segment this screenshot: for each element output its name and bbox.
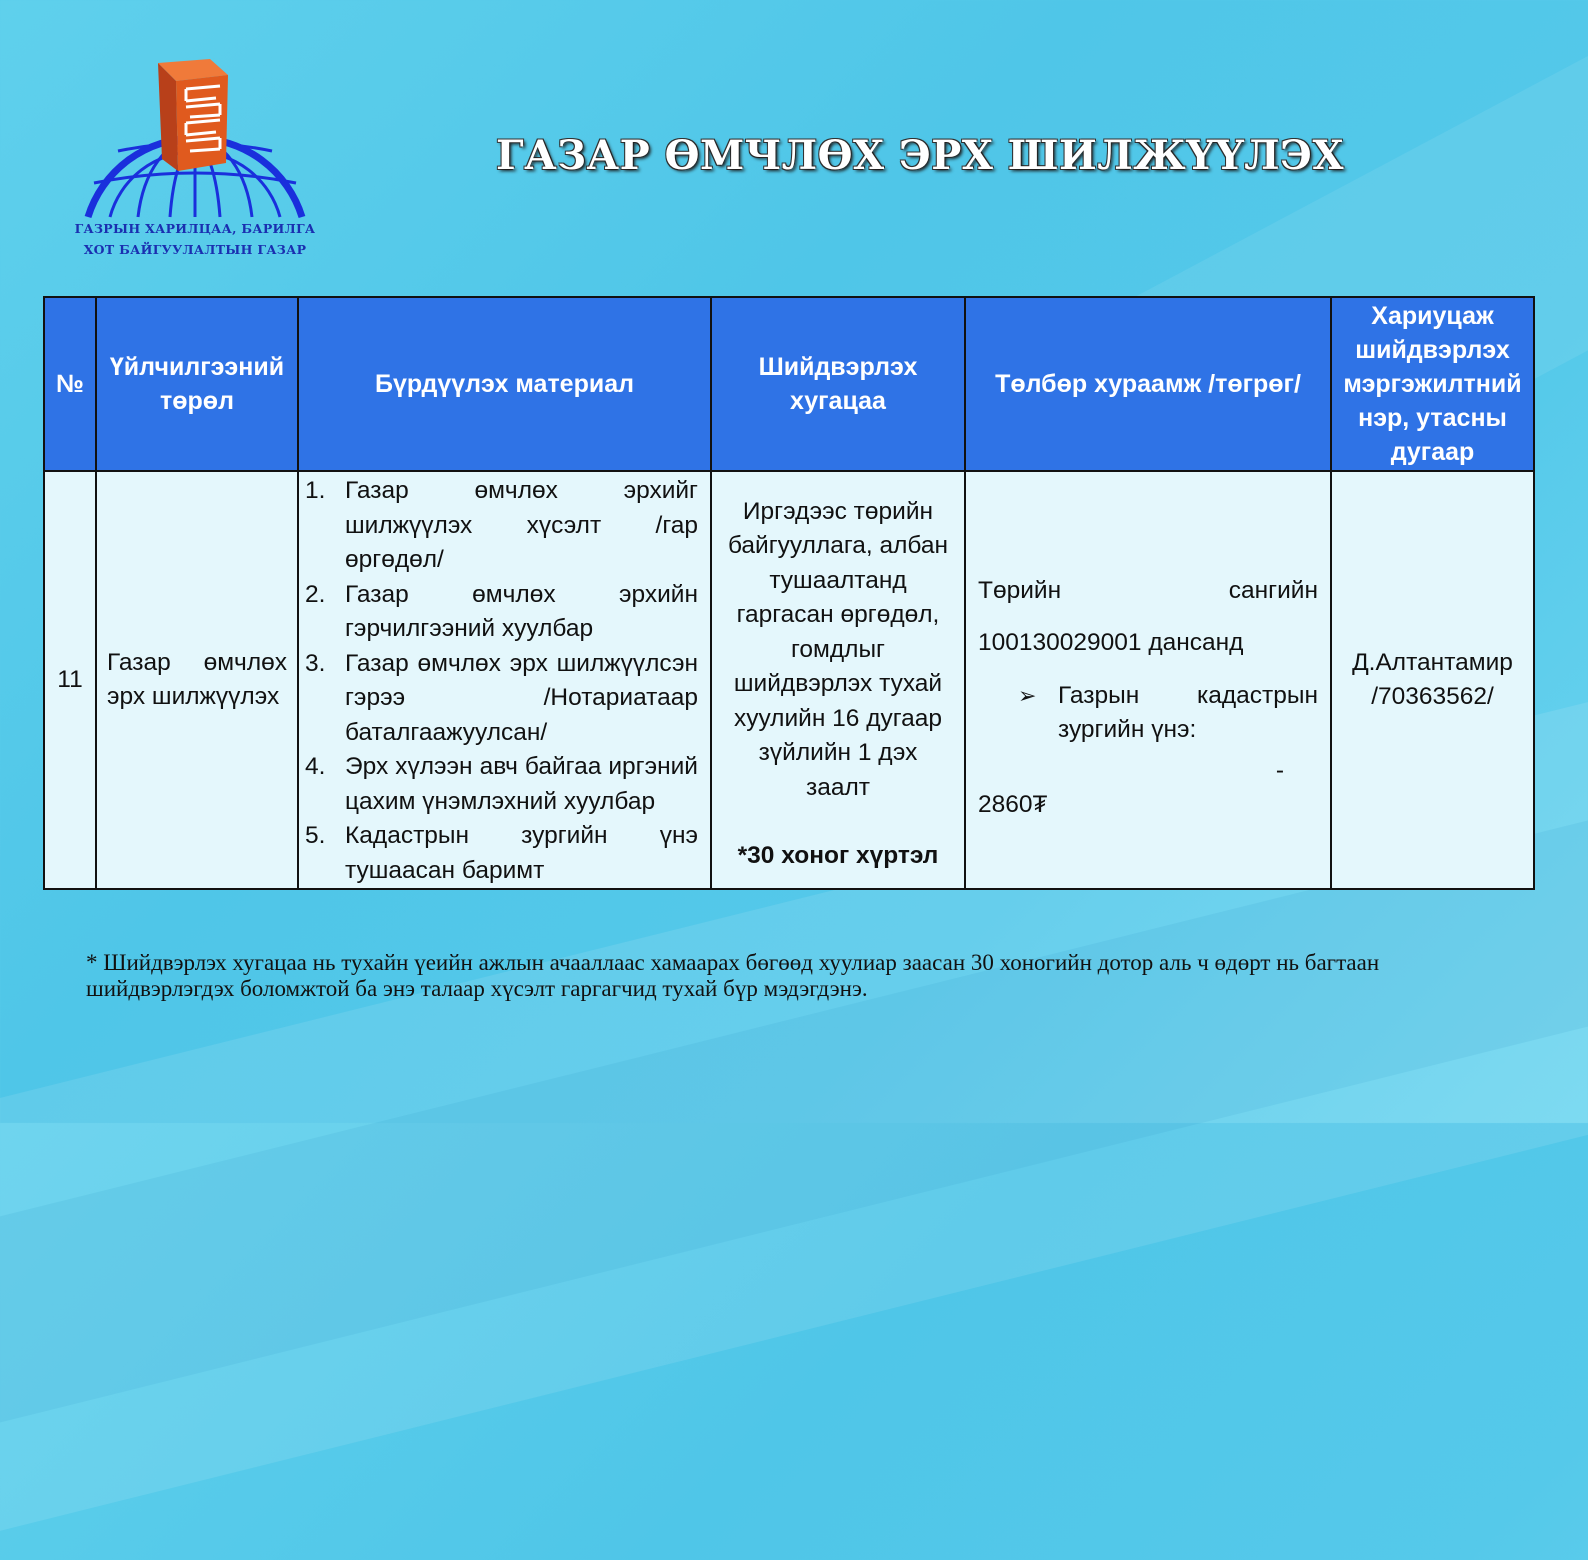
row-number: 11 [44, 471, 96, 889]
header-no: № [44, 297, 96, 471]
header-service-type: Үйлчилгээний төрөл [96, 297, 298, 471]
list-item [305, 819, 698, 888]
fee-cell [965, 471, 1331, 889]
list-item-number: 5. [305, 822, 326, 849]
agency-logo [70, 55, 330, 265]
contact-name: Д.Алтантамир [1352, 648, 1513, 676]
table-row [44, 471, 1534, 889]
contact-cell [1331, 471, 1534, 889]
contact-phone: /70363562/ [1371, 683, 1494, 710]
list-item-number: 3. [305, 649, 326, 677]
fee-item-text: Газрын кадастрын зургийн үнэ: [1058, 681, 1318, 743]
list-item [305, 474, 698, 578]
list-item-text: Газар өмчлөх эрхийг шилжүүлэх хүсэлт /гар өргөдөл/ [345, 477, 698, 573]
arrow-bullet-icon: ➢ [1018, 682, 1037, 708]
table-header-row [44, 297, 1534, 471]
page-title: ГАЗАР ӨМЧЛӨХ ЭРХ ШИЛЖҮҮЛЭХ [496, 132, 1344, 179]
logo-line-1: ГАЗРЫН ХАРИЛЦАА, БАРИЛГА [74, 221, 316, 236]
duration-limit: *30 хоног хүртэл [737, 842, 939, 869]
footnote: * Шийдвэрлэх хугацаа нь тухайн үеийн ажлын ачааллаас хамаарах бөгөөд хуулиар заасан 30 хоногийн дотор аль ч өдөрт нь багтаан шийдвэрлэгдэх боломжтой ба энэ талаар хүсэлт гаргагчид тухай бүр мэдэгдэнэ. [86, 950, 1380, 1001]
list-item-text: Газар өмчлөх эрхийн гэрчилгээний хуулбар [345, 580, 698, 642]
globe-building-icon [70, 55, 330, 225]
header-contact: Хариуцаж шийдвэрлэх мэргэжилтний нэр, утасны дугаар [1331, 297, 1534, 471]
fee-account-number: 100130029001 дансанд [978, 629, 1244, 656]
header-materials: Бүрдүүлэх материал [298, 297, 711, 471]
list-item [305, 647, 698, 751]
duration-cell [711, 471, 965, 889]
list-item-text: Кадастрын зургийн үнэ тушаасан баримт [345, 822, 698, 884]
list-item [305, 578, 698, 647]
list-item-number: 1. [305, 477, 326, 504]
service-table [43, 296, 1535, 890]
fee-item [1018, 679, 1318, 748]
logo-line-2: ХОТ БАЙГУУЛАЛТЫН ГАЗАР [83, 242, 307, 257]
fee-account-word-2: сангийн [1228, 576, 1318, 604]
list-item-text: Газар өмчлөх эрх шилжүүлсэн гэрээ /Нотариатаар баталгаажуулсан/ [345, 649, 698, 746]
list-item-number: 4. [305, 753, 326, 780]
duration-legal-basis: Иргэдээс төрийн байгууллага, албан тушаалтанд гаргасан өргөдөл, гомдлыг шийдвэрлэх тухай хуулийн 16 дугаар зүйлийн 1 дэх заалт [727, 497, 949, 801]
list-item [305, 750, 698, 819]
fee-account-word-1: Төрийн [978, 576, 1062, 604]
materials-list [305, 474, 698, 888]
service-type-cell: Газар өмчлөх эрх шилжүүлэх [96, 471, 298, 889]
header-duration: Шийдвэрлэх хугацаа [711, 297, 965, 471]
materials-cell [298, 471, 711, 889]
fee-dash: - [1275, 756, 1284, 784]
fee-amount: 2860₮ [978, 791, 1048, 818]
fee-account-line [978, 574, 1318, 609]
list-item-text: Эрх хүлээн авч байгаа иргэний цахим үнэмлэхний хуулбар [345, 753, 698, 815]
header-fee: Төлбөр хураамж /төгрөг/ [965, 297, 1331, 471]
list-item-number: 2. [305, 580, 326, 608]
